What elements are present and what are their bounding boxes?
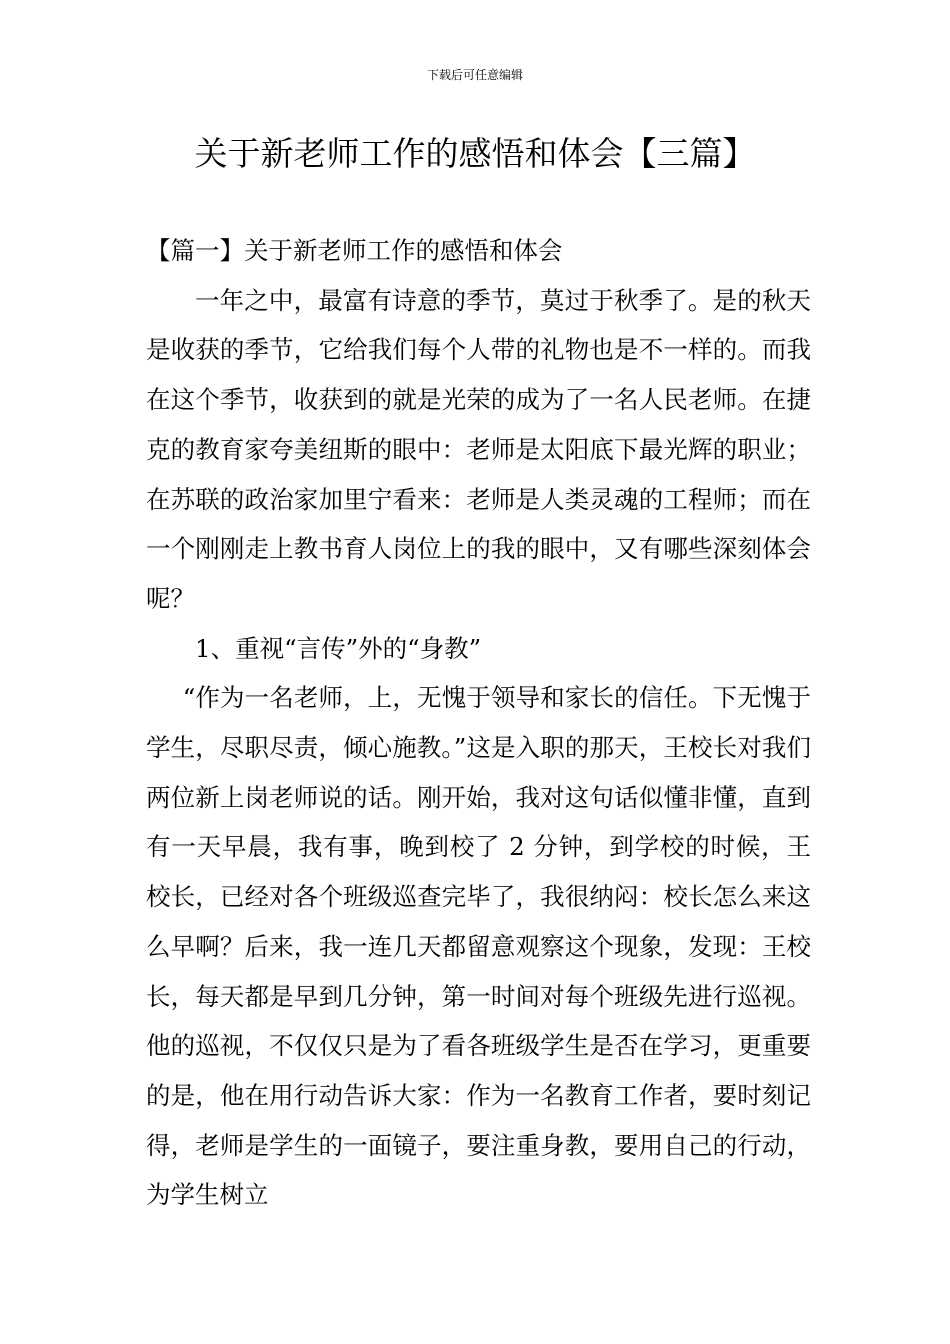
document-title: 关于新老师工作的感悟和体会【三篇】 <box>194 134 756 173</box>
subsection-heading: 1、重视“言传”外的“身教” <box>195 633 482 663</box>
body-paragraph: “作为一名老师，上，无愧于领导和家长的信任。下无愧于学生，尽职尽责，倾心施教。”这是入职的那天，王校长对我们两位新上岗老师说的话。刚开始，我对这句话似懂非懂，直到有一天早晨，我有事，晚到校了 2 分钟，到学校的时候，王校长，已经对各个班级巡查完毕了，我很纳闷：校长怎么来这么早啊？后来，我一连几天都留意观察这个现象，发现：王校长，每天都是早到几分钟，第一时间对每个班级先进行巡视。他的巡视，不仅仅只是为了看各班级学生是否在学习，更重要的是，他在用行动告诉大家：作为一名教育工作者，要时刻记得，老师是学生的一面镜子，要注重身教，要用自己的行动，为学生树立 <box>146 683 811 1210</box>
section-heading: 【篇一】关于新老师工作的感悟和体会 <box>146 236 563 265</box>
document-body <box>146 226 811 1220</box>
body-paragraph: 一年之中，最富有诗意的季节，莫过于秋季了。是的秋天是收获的季节，它给我们每个人带的礼物也是不一样的。而我在这个季节，收获到的就是光荣的成为了一名人民老师。在捷克的教育家夸美纽斯的眼中：老师是太阳底下最光辉的职业；在苏联的政治家加里宁看来：老师是人类灵魂的工程师；而在一个刚刚走上教书育人岗位上的我的眼中，又有哪些深刻体会呢？ <box>146 285 811 613</box>
header-note: 下载后可任意编辑 <box>426 68 523 82</box>
